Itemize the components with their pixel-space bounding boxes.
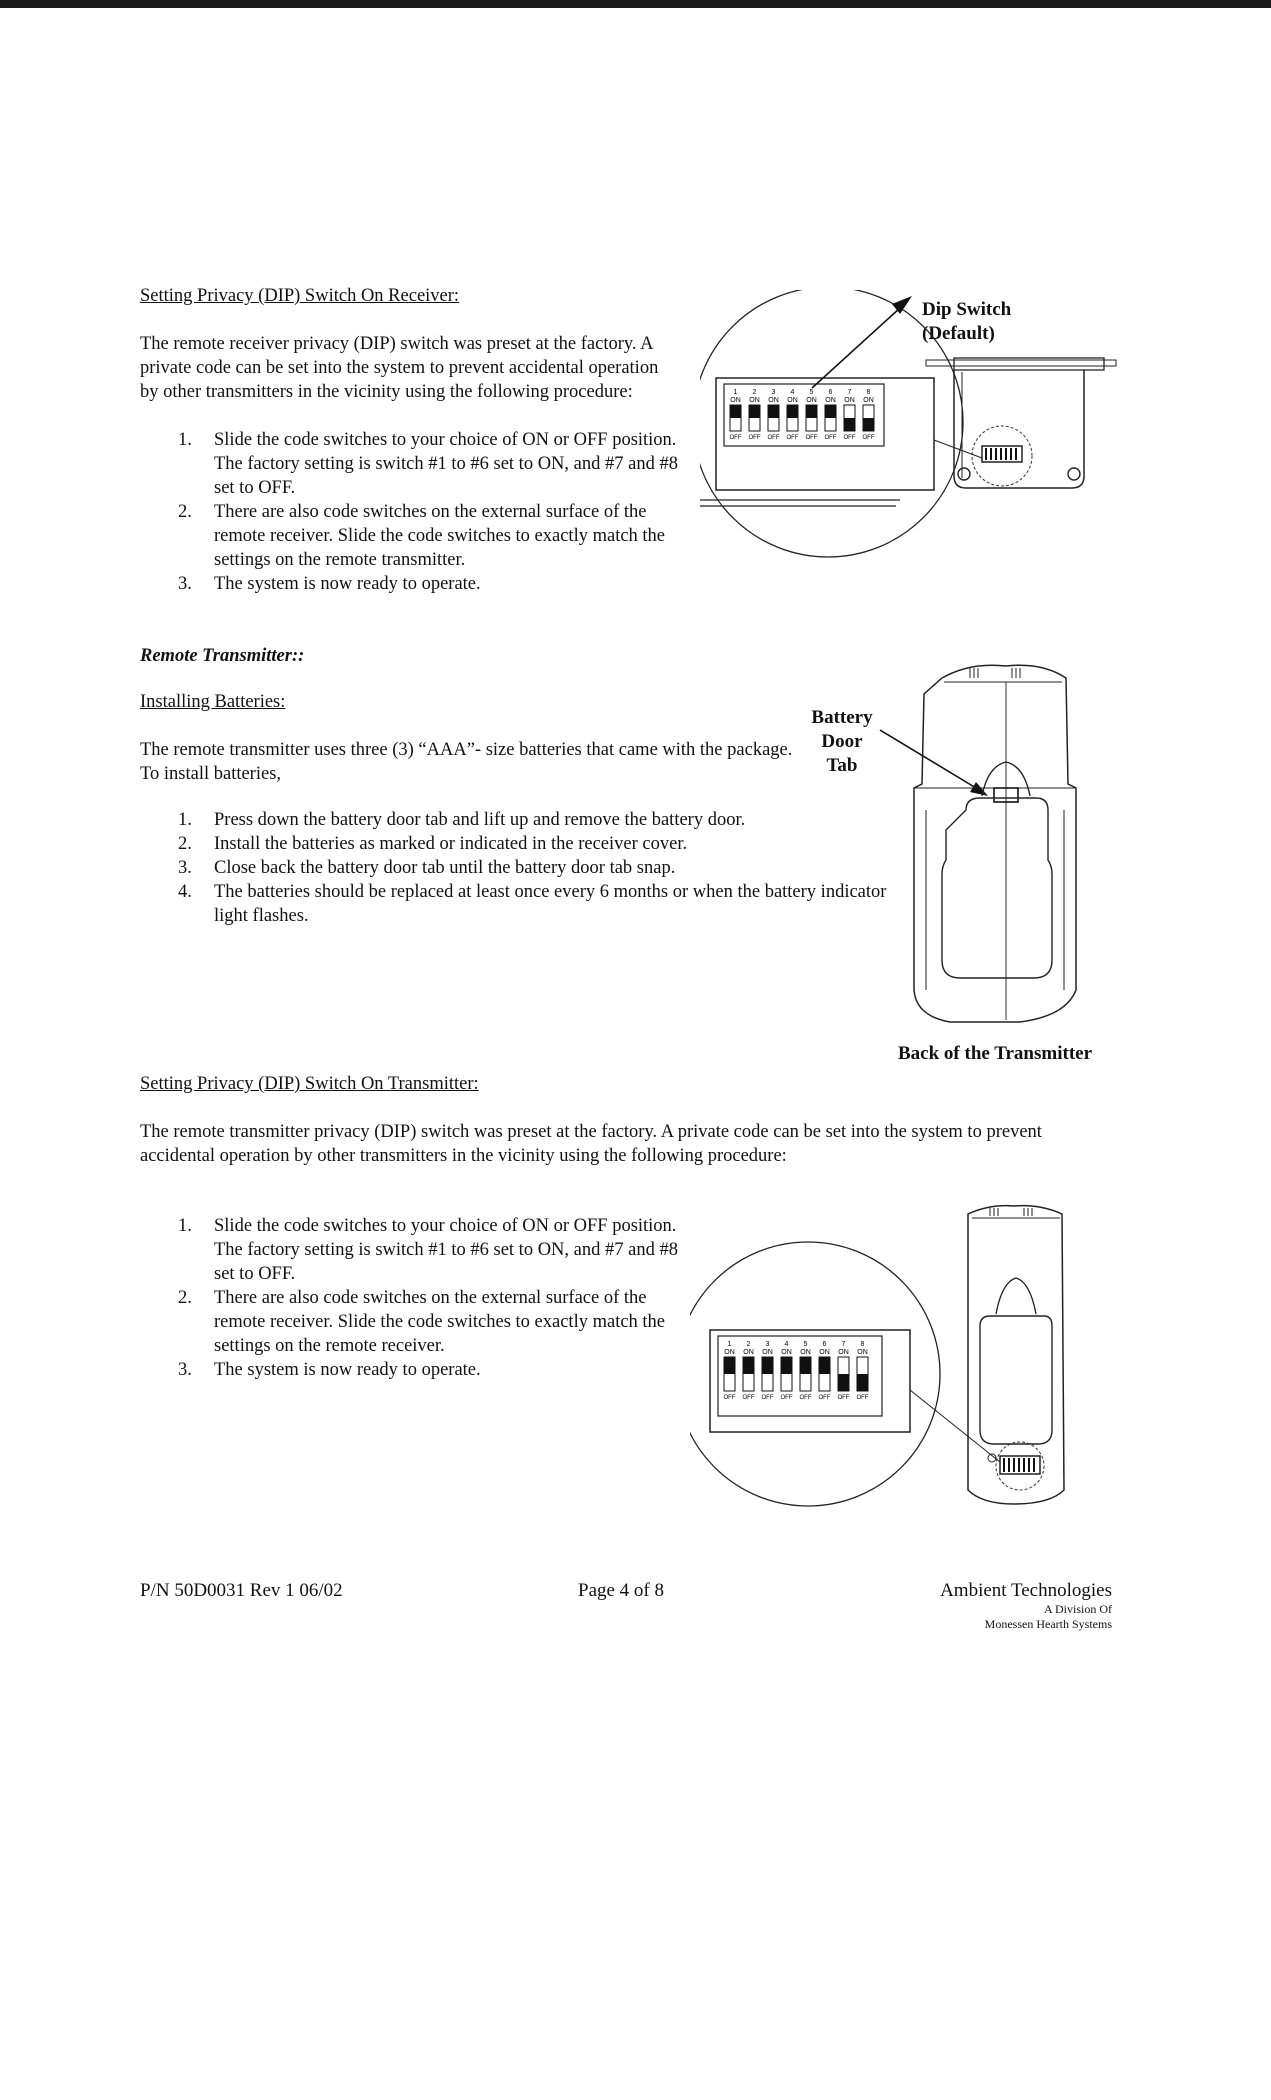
list-item: 4. The batteries should be replaced at least once every 6 months or when the battery indicator light flashes.: [178, 882, 887, 926]
company-block: [880, 1580, 1112, 1632]
dip-on-label: ON: [844, 397, 855, 404]
dip-off-label: OFF: [824, 435, 837, 441]
back-of-transmitter-caption: Back of the Transmitter: [898, 1043, 1093, 1064]
dip-switch-number: 3: [765, 1341, 770, 1348]
list-item: 2. There are also code switches on the external surface of the remote receiver. Slide the code switches to exactly match the settings on the remote receiver.: [178, 1288, 666, 1356]
dip-switch-lever: [781, 1357, 792, 1374]
dip-on-label: ON: [863, 397, 874, 404]
dip-on-label: ON: [768, 397, 779, 404]
list-item: 3. The system is now ready to operate.: [178, 1360, 481, 1380]
dip-off-label: OFF: [818, 1395, 831, 1401]
dip-on-label: ON: [724, 1349, 735, 1356]
dip-switch-bank: [730, 389, 875, 441]
transmitter-body: [968, 1206, 1064, 1504]
dip-off-label: OFF: [761, 1395, 774, 1401]
battery-door-tab-label: Battery Door Tab: [811, 707, 873, 776]
dip-on-label: ON: [730, 397, 741, 404]
transmitter-back-figure: [870, 660, 1090, 1030]
dip-switch-lever: [743, 1357, 754, 1374]
dip-switch-lever: [762, 1357, 773, 1374]
list-item: 3. The system is now ready to operate.: [178, 574, 481, 594]
list-item: 2. There are also code switches on the external surface of the remote receiver. Slide the code switches to exactly match the settings on the remote transmitter.: [178, 502, 666, 570]
dip-off-label: OFF: [723, 1395, 736, 1401]
dip-off-label: OFF: [843, 435, 856, 441]
dip-switch-lever: [749, 405, 760, 418]
dip-on-label: ON: [838, 1349, 849, 1356]
dip-switch-bank: [724, 1341, 869, 1401]
dip-off-label: OFF: [799, 1395, 812, 1401]
dip-switch-number: 6: [828, 389, 833, 396]
remote-transmitter-title: Remote Transmitter::: [140, 646, 305, 666]
dip-off-label: OFF: [837, 1395, 850, 1401]
receiver-dip-heading: Setting Privacy (DIP) Switch On Receiver:: [140, 286, 460, 306]
dip-off-label: OFF: [742, 1395, 755, 1401]
dip-on-label: ON: [743, 1349, 754, 1356]
dip-on-label: ON: [762, 1349, 773, 1356]
dip-switch-number: 2: [746, 1341, 751, 1348]
arrow-head: [892, 296, 912, 314]
dip-on-label: ON: [857, 1349, 868, 1356]
receiver-dip-intro: The remote receiver privacy (DIP) switch was preset at the factory. A private code can be set into the system to prevent accidental operation by other transmitters in the vicinity using the following procedure:: [140, 334, 659, 402]
part-number: P/N 50D0031 Rev 1 06/02: [140, 1580, 343, 1601]
dip-off-label: OFF: [780, 1395, 793, 1401]
dip-off-label: OFF: [862, 435, 875, 441]
list-item: 2. Install the batteries as marked or indicated in the receiver cover.: [178, 834, 688, 854]
dip-off-label: OFF: [748, 435, 761, 441]
dip-switch-number: 5: [803, 1341, 808, 1348]
dip-off-label: OFF: [805, 435, 818, 441]
dip-switch-lever: [787, 405, 798, 418]
dip-switch-lever: [800, 1357, 811, 1374]
transmitter-dip-intro: The remote transmitter privacy (DIP) switch was preset at the factory. A private code can be set into the system to prevent accidental operation by other transmitters in the vicinity using the following procedure:: [140, 1122, 1042, 1166]
dip-on-label: ON: [781, 1349, 792, 1356]
dip-off-label: OFF: [856, 1395, 869, 1401]
dip-switch-number: 4: [790, 389, 795, 396]
dip-on-label: ON: [825, 397, 836, 404]
transmitter-body: [914, 665, 1076, 1022]
dip-switch-number: 2: [752, 389, 757, 396]
division-line: A Division Of: [1043, 1602, 1112, 1616]
dip-switch-number: 1: [733, 389, 738, 396]
dip-switch-number: 5: [809, 389, 814, 396]
list-item: 1. Slide the code switches to your choice of ON or OFF position. The factory setting is switch #1 to #6 set to ON, and #7 and #8 set to OFF.: [178, 430, 678, 498]
dip-switch-number: 7: [841, 1341, 846, 1348]
dip-off-label: OFF: [767, 435, 780, 441]
list-item: 3. Close back the battery door tab until the battery door tab snap.: [178, 858, 676, 878]
dip-switch-lever: [730, 405, 741, 418]
battery-steps: [140, 808, 910, 928]
dip-switch-number: 6: [822, 1341, 827, 1348]
dip-switch-number: 1: [727, 1341, 732, 1348]
top-rule: [0, 0, 1271, 8]
receiver-box: [954, 370, 1084, 488]
dip-switch-lever: [806, 405, 817, 418]
dip-switch-lever: [844, 418, 855, 431]
dip-switch-lever: [857, 1374, 868, 1391]
dip-switch-number: 8: [866, 389, 871, 396]
dip-switch-number: 7: [847, 389, 852, 396]
dip-switch-lever: [838, 1374, 849, 1391]
dip-switch-number: 8: [860, 1341, 865, 1348]
dip-on-label: ON: [819, 1349, 830, 1356]
dip-on-label: ON: [749, 397, 760, 404]
company-name: Ambient Technologies: [940, 1580, 1112, 1601]
list-item: 1. Press down the battery door tab and lift up and remove the battery door.: [178, 810, 746, 830]
dip-switch-lever: [819, 1357, 830, 1374]
transmitter-dip-heading: Setting Privacy (DIP) Switch On Transmitter:: [140, 1074, 479, 1094]
dip-switch-lever: [825, 405, 836, 418]
dip-switch-lever: [724, 1357, 735, 1374]
division-company: Monessen Hearth Systems: [984, 1617, 1112, 1631]
list-item: 1. Slide the code switches to your choice of ON or OFF position. The factory setting is switch #1 to #6 set to ON, and #7 and #8 set to OFF.: [178, 1216, 678, 1284]
dip-off-label: OFF: [786, 435, 799, 441]
receiver-dip-steps: [140, 428, 680, 596]
transmitter-dip-figure: [690, 1200, 1090, 1530]
dip-switch-label: Dip Switch (Default): [922, 299, 1012, 344]
installing-batteries-intro: The remote transmitter uses three (3) “AAA”- size batteries that came with the package. To install batteries,: [140, 740, 793, 784]
page-number: Page 4 of 8: [578, 1580, 665, 1601]
dip-on-label: ON: [806, 397, 817, 404]
receiver-dip-figure: [700, 290, 1120, 590]
dip-switch-number: 4: [784, 1341, 789, 1348]
dip-switch-lever: [768, 405, 779, 418]
dip-panel-outer: [716, 378, 934, 490]
dip-switch-lever: [863, 418, 874, 431]
dip-switch-number: 3: [771, 389, 776, 396]
transmitter-dip-steps: [140, 1214, 680, 1382]
installing-batteries-heading: Installing Batteries:: [140, 692, 286, 712]
battery-door: [942, 798, 1052, 978]
dip-off-label: OFF: [729, 435, 742, 441]
dip-on-label: ON: [787, 397, 798, 404]
dip-on-label: ON: [800, 1349, 811, 1356]
